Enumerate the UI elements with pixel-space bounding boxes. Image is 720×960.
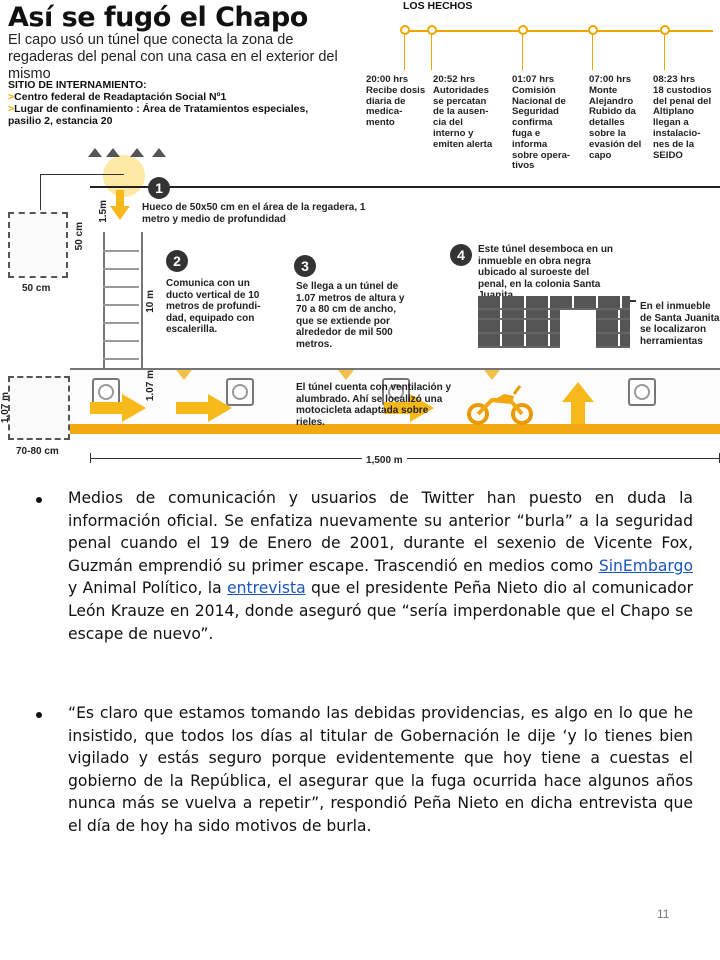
tunnel-lamp-icon: [484, 370, 500, 380]
house-note: En el inmueble de Santa Juanita se localizaron herramientas: [640, 301, 720, 347]
light-glow: [103, 155, 145, 197]
timeline-dot: [427, 25, 437, 35]
step-4-note: Este túnel desemboca en un inmueble en obra negra ubicado al suroeste del penal, en la colonia Santa: [478, 244, 614, 290]
up-arrow-tail: [571, 402, 585, 424]
infographic-title: Así se fugó el Chapo: [8, 2, 308, 33]
ground-line: [90, 186, 720, 188]
lamp-icon: [106, 148, 120, 157]
dim-50cm-vertical: 50 cm: [74, 222, 85, 251]
ladder-rung: [103, 268, 139, 270]
motorcycle-icon: [464, 382, 536, 426]
page-number: 11: [657, 907, 670, 921]
bullet-icon: [36, 497, 42, 503]
arrow-icon: >: [8, 103, 15, 115]
ladder-rung: [103, 250, 139, 252]
timeline-dot: [588, 25, 598, 35]
ladder-rung: [103, 358, 139, 360]
hechos-title: LOS HECHOS: [403, 0, 473, 12]
dim-1-07m-a: 1.07 m: [0, 392, 11, 424]
lamp-icon: [152, 148, 166, 157]
tunnel-lamp-icon: [176, 370, 192, 380]
tunnel-cross-section: [8, 376, 70, 440]
timeline-dot: [518, 25, 528, 35]
timeline-stem: [431, 34, 432, 70]
timeline-dot: [400, 25, 410, 35]
right-arrow-tail: [90, 402, 124, 414]
connector-line: [40, 174, 124, 175]
site-heading: SITIO DE INTERNAMIENTO:: [8, 79, 147, 91]
timeline-stem: [664, 34, 665, 70]
dim-1-07m-b: 1.07 m: [145, 370, 156, 402]
dim-10m: 10 m: [145, 290, 156, 313]
right-arrow-icon: [208, 394, 232, 422]
lamp-icon: [88, 148, 102, 157]
site-line-1: >Centro federal de Readaptación Social Nº1: [8, 91, 227, 103]
step-2-badge: 2: [166, 250, 188, 272]
right-arrow-tail: [176, 402, 210, 414]
tunnel-lamp-icon: [338, 370, 354, 380]
cell-room: [8, 212, 68, 278]
infographic: [0, 0, 720, 472]
lamp-icon: [130, 148, 144, 157]
arrow-icon: >: [8, 91, 15, 103]
ladder-rung: [103, 304, 139, 306]
ruler-tick: [90, 453, 91, 463]
timeline-stem: [592, 34, 593, 70]
paragraph-1: Medios de comunicación y usuarios de Twitter han puesto en duda la información oficial. Se enfatiza nuevamente su anterior “burla” a la seguridad penal cuando el 19 de Enero de 2001, durante el sexenio de Vicente Fox, Guzmán emprendió su primer escape. Trascendió en medios como SinEmbargo y Animal Político, la entrevista que el presidente Peña Nieto dio al comunicador León Krauze en 2014, donde aseguró que “sería imperdonable que el Chapo se escape de nuevo”.: [68, 489, 693, 643]
link-sinembargo[interactable]: SinEmbargo: [598, 556, 693, 575]
dim-1500m: 1,500 m: [362, 455, 407, 466]
event-3: 01:07 hrs Comisión Nacional de Seguridad confirma fuga e informa sobre opera-tivos: [512, 74, 571, 172]
fan-icon: [628, 378, 656, 406]
event-4: 07:00 hrs Monte Alejandro Rubido da detalles sobre la evasión del capo: [589, 74, 642, 161]
site-info: [8, 79, 338, 127]
event-1: 20:00 hrs Recibe dosis diaria de medica-mento: [366, 74, 426, 129]
site-line-2: >Lugar de confinamiento : Área de Tratamientos especiales, pasilio 2, estancia 20: [8, 103, 309, 127]
step-2-note: Comunica con un ducto vertical de 10 metros de profundi-dad, equipado con escalerilla.: [166, 278, 261, 335]
timeline-dot: [660, 25, 670, 35]
brick-wall-top: [478, 296, 630, 310]
tunnel-note: El túnel cuenta con ventilación y alumbrado. Ahí se localizó una motocicleta adaptada sobre rieles.: [296, 382, 452, 428]
ladder-rung: [103, 340, 139, 342]
paragraph-2: “Es claro que estamos tomando las debidas providencias, es algo en lo que he insistido, que todos los días al titular de Gobernación le dije ‘y lo tienes bien vigilado y estás seguro porque evidentemente que hoy tiene a cuestas el gobierno de la República, el asegurar que la fuga ocurrida hace algunos años nunca más se vuelva a repetir”, respondió Peña Nieto en dicha entrevista que el día de hoy ha sido motivos de burla.: [68, 704, 693, 835]
up-arrow-icon: [562, 382, 594, 402]
dim-1-5m: 1.5m: [98, 200, 109, 223]
connector-line: [40, 174, 41, 210]
right-arrow-icon: [122, 394, 146, 422]
step-3-note: Se llega a un túnel de 1.07 metros de altura y 70 a 80 cm de ancho, que se extiende por alrededor de mil 500 metros.: [296, 281, 405, 350]
down-arrow-icon: [110, 206, 130, 220]
step-4-badge: 4: [450, 244, 472, 266]
timeline-stem: [404, 34, 405, 70]
ladder-rung: [103, 322, 139, 324]
step-1-note: Hueco de 50x50 cm en el área de la regadera, 1 metro y medio de profundidad: [142, 202, 366, 225]
dim-70-80cm: 70-80 cm: [16, 446, 59, 457]
link-entrevista[interactable]: entrevista: [227, 579, 306, 598]
timeline-stem: [522, 34, 523, 70]
step-3-badge: 3: [294, 255, 316, 277]
ladder-rung: [103, 286, 139, 288]
step-1-badge: 1: [148, 177, 170, 199]
dim-50cm-horizontal: 50 cm: [22, 283, 51, 294]
event-5: 08:23 hrs 18 custodios del penal del Altiplano llegan a instalacio-nes de la SEIDO: [653, 74, 712, 161]
bullet-icon: [36, 712, 42, 718]
pointer-line: [630, 300, 636, 302]
event-2: 20:52 hrs Autoridades se percatan de la ausen-cia del interno y emiten alerta: [433, 74, 493, 150]
infographic-subtitle: El capo usó un túnel que conecta la zona de regaderas del penal con una casa en el exterior del mismo: [8, 32, 338, 82]
